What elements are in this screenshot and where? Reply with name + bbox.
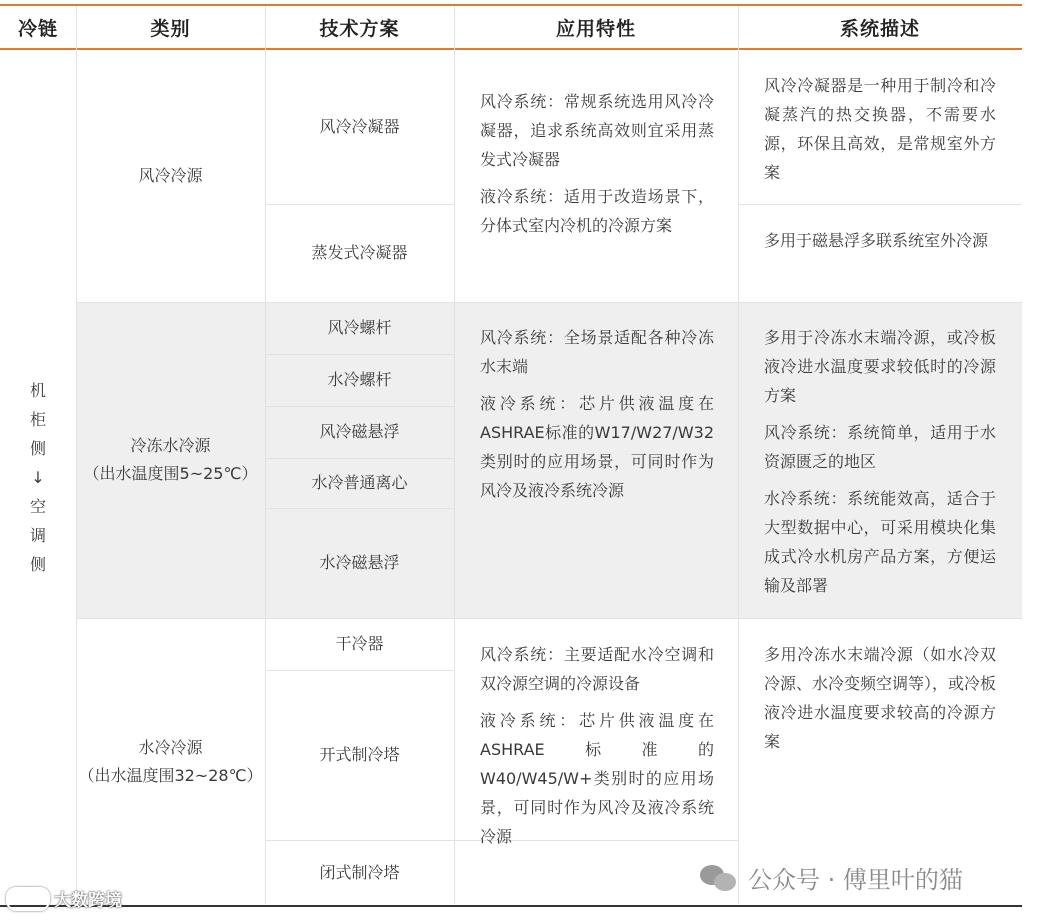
wechat-icon (700, 863, 738, 893)
description-cell (764, 323, 996, 600)
feature-text: 液冷系统：适用于改造场景下，分体式室内冷机的冷源方案 (480, 187, 714, 235)
scheme-cell (265, 204, 454, 302)
category-cell (76, 50, 265, 302)
brand-logo-icon (6, 887, 50, 911)
header-description: 系统描述 (839, 17, 920, 40)
side-char: 柜 (29, 410, 46, 429)
watermark-text: 公众号 · 傅里叶的猫 (748, 866, 963, 894)
corner-watermark-text: 大数跨境 (54, 891, 122, 911)
side-char: 空 (29, 497, 46, 516)
scheme-name: 水冷普通离心 (311, 473, 408, 492)
feature-text: 风冷系统：常规系统选用风冷冷凝器，追求系统高效则宜采用蒸发式冷凝器 (480, 92, 714, 169)
header-tech-scheme: 技术方案 (319, 17, 400, 40)
description-text: 风冷系统：系统简单，适用于水资源匮乏的地区 (764, 423, 996, 471)
scheme-cell (265, 406, 454, 458)
scheme-cell (265, 670, 454, 840)
side-char: 机 (29, 381, 46, 400)
row-divider (738, 204, 1022, 205)
description-text: 多用于磁悬浮多联系统室外冷源 (764, 231, 989, 250)
bottom-rule (0, 905, 1022, 907)
scheme-cell (265, 354, 454, 406)
feature-cell (480, 640, 714, 851)
header-category: 类别 (150, 17, 191, 40)
scheme-cell (265, 50, 454, 204)
scheme-cell (265, 458, 454, 508)
category-name: 冷冻水冷源 (130, 436, 211, 455)
side-char: 侧 (29, 555, 46, 574)
description-cell (764, 226, 996, 255)
feature-text: 风冷系统：全场景适配各种冷冻水末端 (480, 328, 714, 376)
category-cell (76, 302, 265, 618)
side-char: 调 (29, 526, 46, 545)
description-cell (764, 71, 996, 187)
category-name: 水冷冷源 (138, 737, 203, 757)
watermark (700, 860, 963, 895)
header-cold-chain: 冷链 (17, 17, 58, 40)
side-char: 侧 (29, 439, 46, 458)
scheme-name: 闭式制冷塔 (319, 862, 400, 882)
category-note: （出水温度围5~25℃） (83, 464, 258, 483)
column-divider (738, 6, 739, 904)
category-name: 风冷冷源 (138, 166, 203, 185)
category-cell (76, 618, 265, 905)
scheme-cell (265, 508, 454, 618)
scheme-cell (265, 618, 454, 670)
feature-text: 液冷系统：芯片供液温度在ASHRAE标准的W17/W27/W32类别时的应用场景，可同时作为风冷及液冷系统冷源 (480, 394, 714, 500)
feature-cell (480, 87, 714, 240)
side-char: ↓ (31, 468, 45, 487)
scheme-name: 蒸发式冷凝器 (311, 243, 408, 262)
description-text: 风冷冷凝器是一种用于制冷和冷凝蒸汽的热交换器，不需要水源，环保且高效，是常规室外方案 (764, 76, 996, 182)
description-cell (764, 640, 996, 756)
scheme-name: 风冷冷凝器 (319, 117, 400, 136)
corner-watermark (6, 886, 122, 911)
feature-text: 液冷系统：芯片供液温度在ASHRAE标准的W40/W45/W+类别时的应用场景，可同时作为风冷及液冷系统冷源 (480, 711, 714, 846)
description-text: 多用冷冻水末端冷源（如水冷双冷源、水冷变频空调等），或冷板液冷进水温度要求较高的冷源方案 (764, 645, 997, 751)
description-text: 水冷系统：系统能效高，适合于大型数据中心，可采用模块化集成式冷水机房产品方案，方便运输及部署 (764, 489, 996, 595)
scheme-name: 风冷螺杆 (327, 318, 392, 337)
feature-text: 风冷系统：主要适配水冷空调和双冷源空调的冷源设备 (480, 645, 714, 693)
scheme-cell (265, 840, 454, 905)
scheme-name: 水冷螺杆 (327, 370, 392, 389)
header-application: 应用特性 (555, 17, 636, 40)
category-note: （出水温度围32~28℃） (78, 765, 263, 785)
scheme-name: 风冷磁悬浮 (319, 422, 400, 441)
scheme-name: 水冷磁悬浮 (319, 553, 400, 572)
scheme-name: 干冷器 (335, 634, 384, 653)
column-divider (454, 6, 455, 904)
scheme-name: 开式制冷塔 (319, 745, 400, 764)
scheme-cell (265, 302, 454, 354)
feature-cell (480, 323, 714, 505)
description-text: 多用于冷冻水末端冷源，或冷板液冷进水温度要求较低时的冷源方案 (764, 328, 996, 405)
side-label (0, 50, 76, 905)
